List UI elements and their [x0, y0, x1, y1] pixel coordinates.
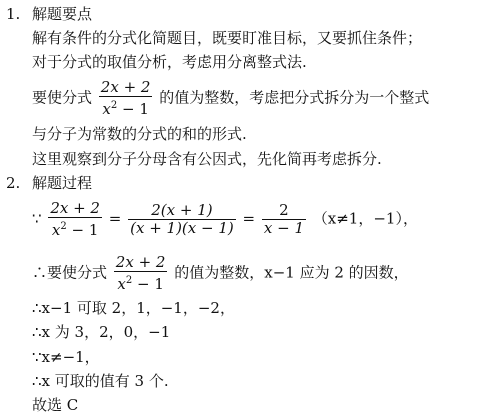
- solution-line: ∵x≠−1，: [32, 348, 100, 366]
- numerator: 2(x + 1): [128, 202, 236, 220]
- section-2-heading: [6, 172, 92, 193]
- text: 要使分式: [32, 88, 93, 107]
- solution-line: ∴x 为 3，2，0，−1: [32, 323, 171, 341]
- fraction: [128, 202, 236, 237]
- fraction: [262, 202, 306, 237]
- numerator: 2: [262, 202, 306, 220]
- denominator: (x + 1)(x − 1): [130, 219, 234, 237]
- numerator: 2x + 2: [115, 253, 166, 271]
- heading-text: 解题要点: [32, 5, 93, 23]
- text: ∴要使分式: [32, 263, 108, 282]
- paragraph-line: 解有条件的分式化简题目，既要盯准目标，又要抓住条件；: [32, 29, 423, 47]
- denominator: x − 1: [263, 219, 304, 237]
- section-number: 1.: [6, 5, 21, 23]
- fraction: [99, 79, 153, 118]
- heading-text: 解题过程: [32, 174, 93, 192]
- solution-line: ∴x 可取的值有 3 个.: [32, 372, 169, 390]
- answer-line: 故选 C: [32, 396, 79, 414]
- paragraph-line: 对于分式的取值分析，考虑用分离整式法.: [32, 53, 307, 71]
- paragraph-line: 这里观察到分子分母含有公因式，先化简再考虑拆分.: [32, 150, 382, 168]
- text: 的值为整数，考虑把分式拆分为一个整式: [159, 88, 430, 107]
- section-1-heading: [6, 3, 92, 24]
- equals-sign: =: [108, 209, 122, 228]
- denominator: $x^2 - 1$: [51, 221, 99, 239]
- text: 的值为整数，x−1 应为 2 的因数，: [174, 263, 409, 282]
- paragraph-line: 与分子为常数的分式的和的形式.: [32, 125, 247, 143]
- denominator: $x^2 - 1$: [102, 100, 149, 118]
- numerator: 2x + 2: [100, 78, 151, 96]
- fraction: [48, 200, 102, 239]
- equation-line: [32, 200, 418, 239]
- fraction-sentence: [32, 79, 429, 118]
- fraction: [114, 254, 168, 293]
- fraction-sentence: [32, 254, 409, 293]
- solution-line: ∴x−1 可取 2，1，−1，−2，: [32, 299, 235, 317]
- equals-sign: =: [242, 209, 256, 228]
- because-symbol: ∵: [32, 209, 42, 228]
- section-number: 2.: [6, 174, 21, 192]
- condition-text: （x≠1，−1），: [312, 209, 418, 228]
- numerator: 2x + 2: [50, 199, 100, 217]
- denominator: $x^2 - 1$: [117, 275, 164, 293]
